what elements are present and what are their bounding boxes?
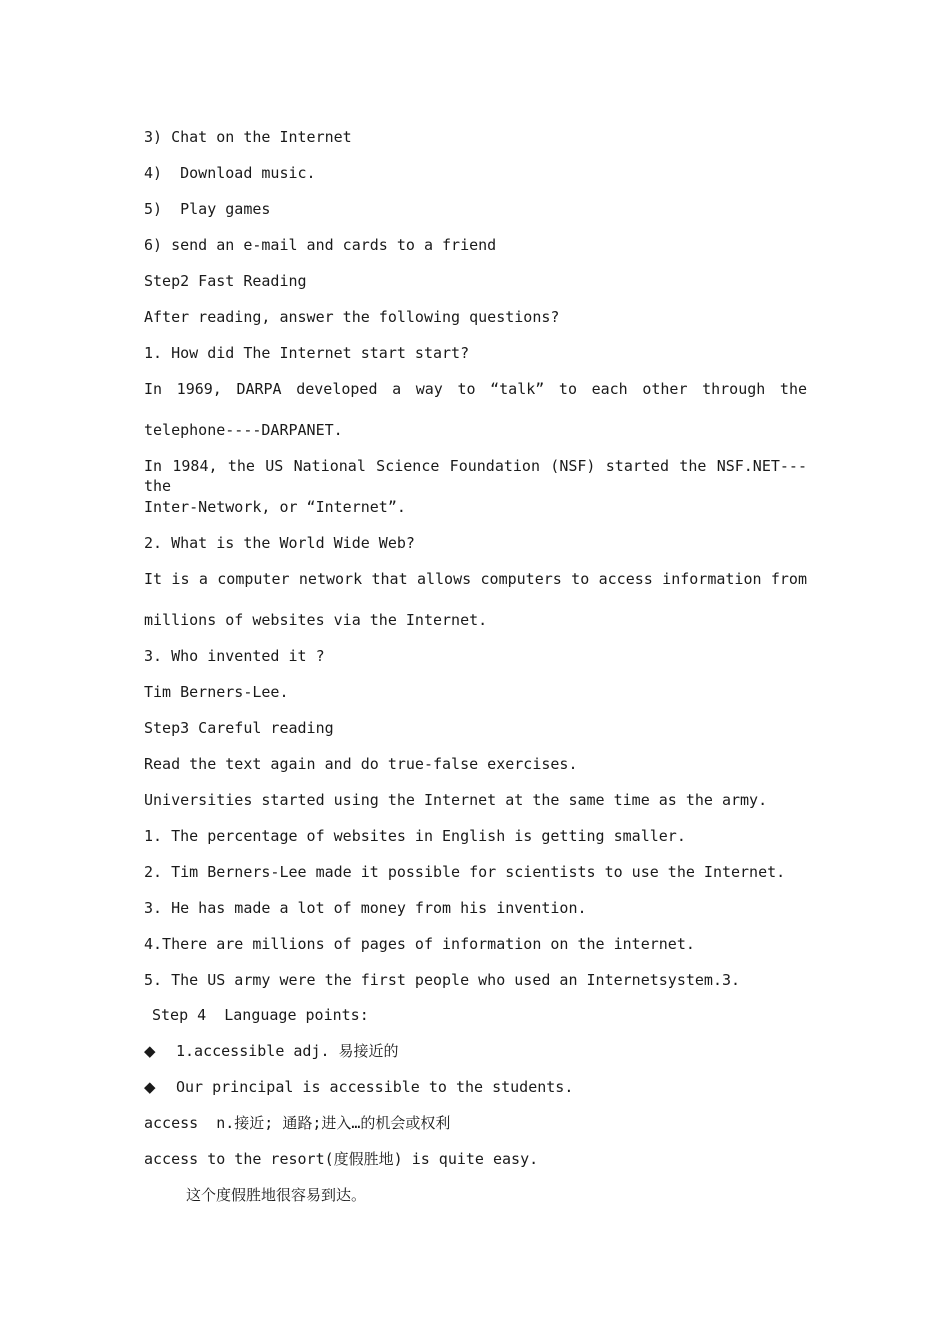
chinese-translation: 这个度假胜地很容易到达。 bbox=[186, 1186, 367, 1204]
list-item-email: 6) send an e-mail and cards to a friend bbox=[144, 236, 497, 254]
vocab-access: access n.接近; 通路;进入…的机会或权利 bbox=[144, 1114, 451, 1132]
vocab-accessible: 1.accessible adj. 易接近的 bbox=[176, 1042, 399, 1060]
question-1: 1. How did The Internet start start? bbox=[144, 344, 470, 362]
answer-1b: In 1984, the US National Science Foundation (NSF) started the NSF.NET---the bbox=[144, 457, 807, 495]
tf-statement-2: 2. Tim Berners-Lee made it possible for scientists to use the Internet. bbox=[144, 863, 786, 881]
question-2: 2. What is the World Wide Web? bbox=[144, 534, 415, 552]
diamond-bullet-icon: ◆ bbox=[144, 1078, 156, 1096]
answer-3: Tim Berners-Lee. bbox=[144, 683, 289, 701]
step4-heading: Step 4 Language points: bbox=[152, 1006, 369, 1024]
bullet-item-accessible bbox=[144, 1041, 399, 1061]
step2-instruction: After reading, answer the following questions? bbox=[144, 308, 560, 326]
answer-2-cont: millions of websites via the Internet. bbox=[144, 611, 488, 629]
list-item-chat: 3) Chat on the Internet bbox=[144, 128, 352, 146]
step2-heading: Step2 Fast Reading bbox=[144, 272, 307, 290]
step3-heading: Step3 Careful reading bbox=[144, 719, 334, 737]
tf-statement-4: 4.There are millions of pages of information on the internet. bbox=[144, 935, 695, 953]
vocab-access-example: access to the resort(度假胜地) is quite easy. bbox=[144, 1150, 539, 1168]
tf-statement-3: 3. He has made a lot of money from his invention. bbox=[144, 899, 587, 917]
tf-statement-example: Universities started using the Internet at the same time as the army. bbox=[144, 791, 768, 809]
step3-instruction: Read the text again and do true-false exercises. bbox=[144, 755, 578, 773]
diamond-bullet-icon: ◆ bbox=[144, 1042, 156, 1060]
list-item-download: 4) Download music. bbox=[144, 164, 316, 182]
answer-1a-cont: telephone----DARPANET. bbox=[144, 421, 343, 439]
list-item-games: 5) Play games bbox=[144, 200, 271, 218]
question-3: 3. Who invented it ? bbox=[144, 647, 325, 665]
answer-2: It is a computer network that allows computers to access information from bbox=[144, 570, 807, 588]
example-sentence: Our principal is accessible to the students. bbox=[176, 1078, 574, 1096]
tf-statement-5: 5. The US army were the first people who used an Internetsystem.3. bbox=[144, 971, 741, 989]
tf-statement-1: 1. The percentage of websites in English is getting smaller. bbox=[144, 827, 686, 845]
bullet-item-example bbox=[144, 1077, 573, 1097]
answer-1a: In 1969, DARPA developed a way to “talk” to each other through the bbox=[144, 380, 807, 398]
answer-1b-cont: Inter-Network, or “Internet”. bbox=[144, 498, 406, 516]
